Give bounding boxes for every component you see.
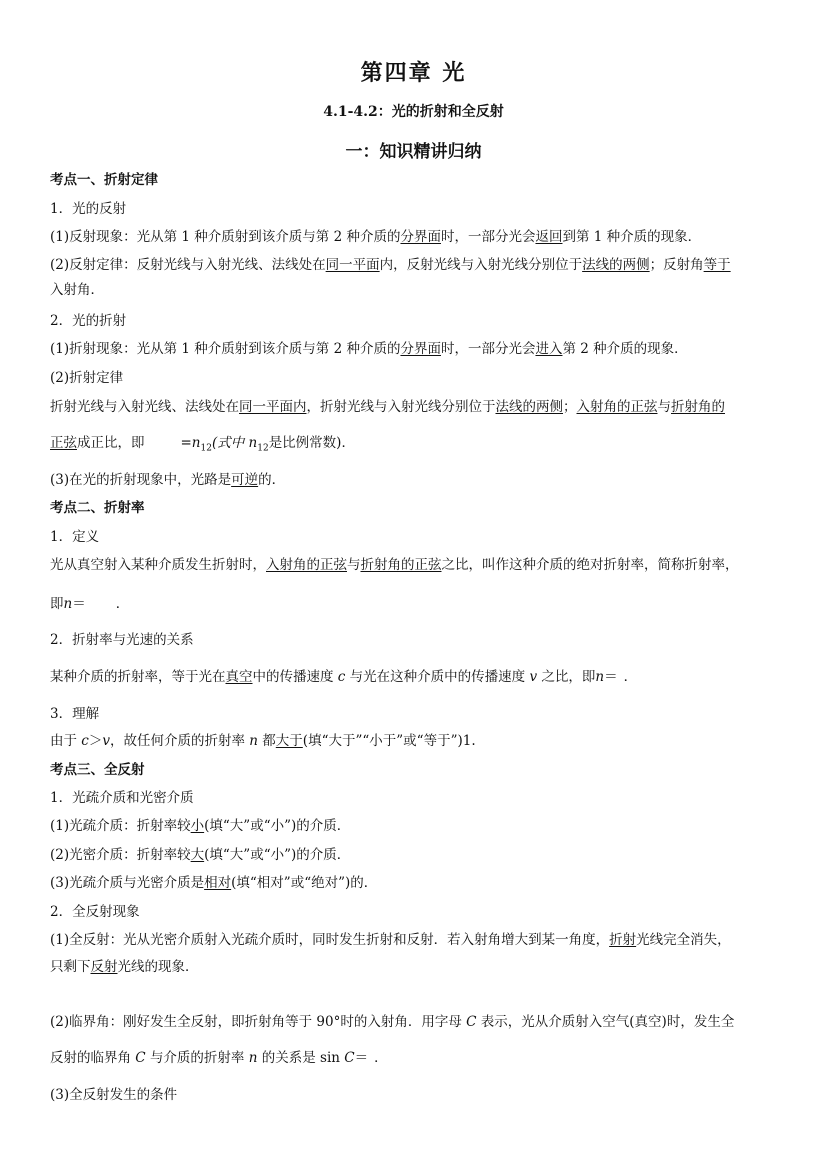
understanding-subheading: 3．理解: [50, 706, 100, 722]
refraction-law: 折射光线与入射光线、法线处在同一平面内，折射光线与入射光线分别位于法线的两侧；入射角的正弦与折射角的: [50, 399, 725, 415]
refraction-law-heading: (2)折射定律: [50, 370, 124, 386]
index-formula: 即n＝ ．: [50, 596, 130, 612]
rarer-medium: (1)光疏介质：折射率较小(填“大”或“小”)的介质．: [50, 818, 351, 834]
section-heading: 一：知识精讲归纳: [345, 142, 482, 162]
reflection-subheading: 1．光的反射: [50, 201, 127, 217]
index-definition: 光从真空射入某种介质发生折射时，入射角的正弦与折射角的正弦之比，叫作这种介质的绝对折射率，简称折射率，: [50, 557, 739, 573]
lesson-subtitle: 4.1-4.2：光的折射和全反射: [323, 104, 504, 120]
denser-medium: (2)光密介质：折射率较大(填“大”或“小”)的介质．: [50, 847, 351, 863]
definition-subheading: 1．定义: [50, 529, 100, 545]
total-reflection-subheading: 2．全反射现象: [50, 904, 140, 920]
reflection-law: (2)反射定律：反射光线与入射光线、法线处在同一平面内，反射光线与入射光线分别位于法线的两侧；反射角等于: [50, 257, 731, 273]
media-subheading: 1．光疏介质和光密介质: [50, 790, 194, 806]
relative-media: (3)光疏介质与光密介质是相对(填“相对”或“绝对”)的．: [50, 875, 378, 891]
reflection-phenomenon: (1)反射现象：光从第 1 种介质射到该介质与第 2 种介质的分界面时，一部分光会返回到第 1 种介质的现象．: [50, 229, 702, 245]
chapter-title: 第四章 光: [360, 60, 467, 86]
understanding-text: 由于 c＞v，故任何介质的折射率 n 都大于(填“大于”“小于”或“等于”)1.: [50, 733, 476, 749]
total-reflection-definition: (1)全反射：光从光密介质射入光疏介质时，同时发生折射和反射．若入射角增大到某一角度，折射光线完全消失，: [50, 932, 731, 948]
total-reflection-definition-cont: 只剩下反射光线的现象．: [50, 959, 199, 975]
critical-angle-cont: 反射的临界角 C 与介质的折射率 n 的关系是 sin C＝ ．: [50, 1050, 388, 1066]
refraction-reversible: (3)在光的折射现象中，光路是可逆的．: [50, 472, 286, 488]
topic-1-heading: 考点一、折射定律: [50, 172, 158, 188]
refraction-phenomenon: (1)折射现象：光从第 1 种介质射到该介质与第 2 种介质的分界面时，一部分光会进入第 2 种介质的现象．: [50, 341, 688, 357]
total-reflection-conditions: (3)全反射发生的条件: [50, 1087, 178, 1103]
topic-2-heading: 考点二、折射率: [50, 500, 145, 516]
refraction-subheading: 2．光的折射: [50, 313, 127, 329]
speed-relation: 某种介质的折射率，等于光在真空中的传播速度 c 与光在这种介质中的传播速度 v 之比，即n＝ ．: [50, 669, 638, 685]
speed-relation-subheading: 2．折射率与光速的关系: [50, 632, 194, 648]
refraction-law-cont: 正弦成正比，即 $=n_{12}$(式中 $n_{12}$是比例常数)．: [50, 435, 355, 454]
critical-angle: (2)临界角：刚好发生全反射，即折射角等于 90°时的入射角．用字母 C 表示，光从介质射入空气(真空)时，发生全: [50, 1014, 735, 1030]
reflection-law-cont: 入射角．: [50, 282, 104, 298]
topic-3-heading: 考点三、全反射: [50, 762, 145, 778]
